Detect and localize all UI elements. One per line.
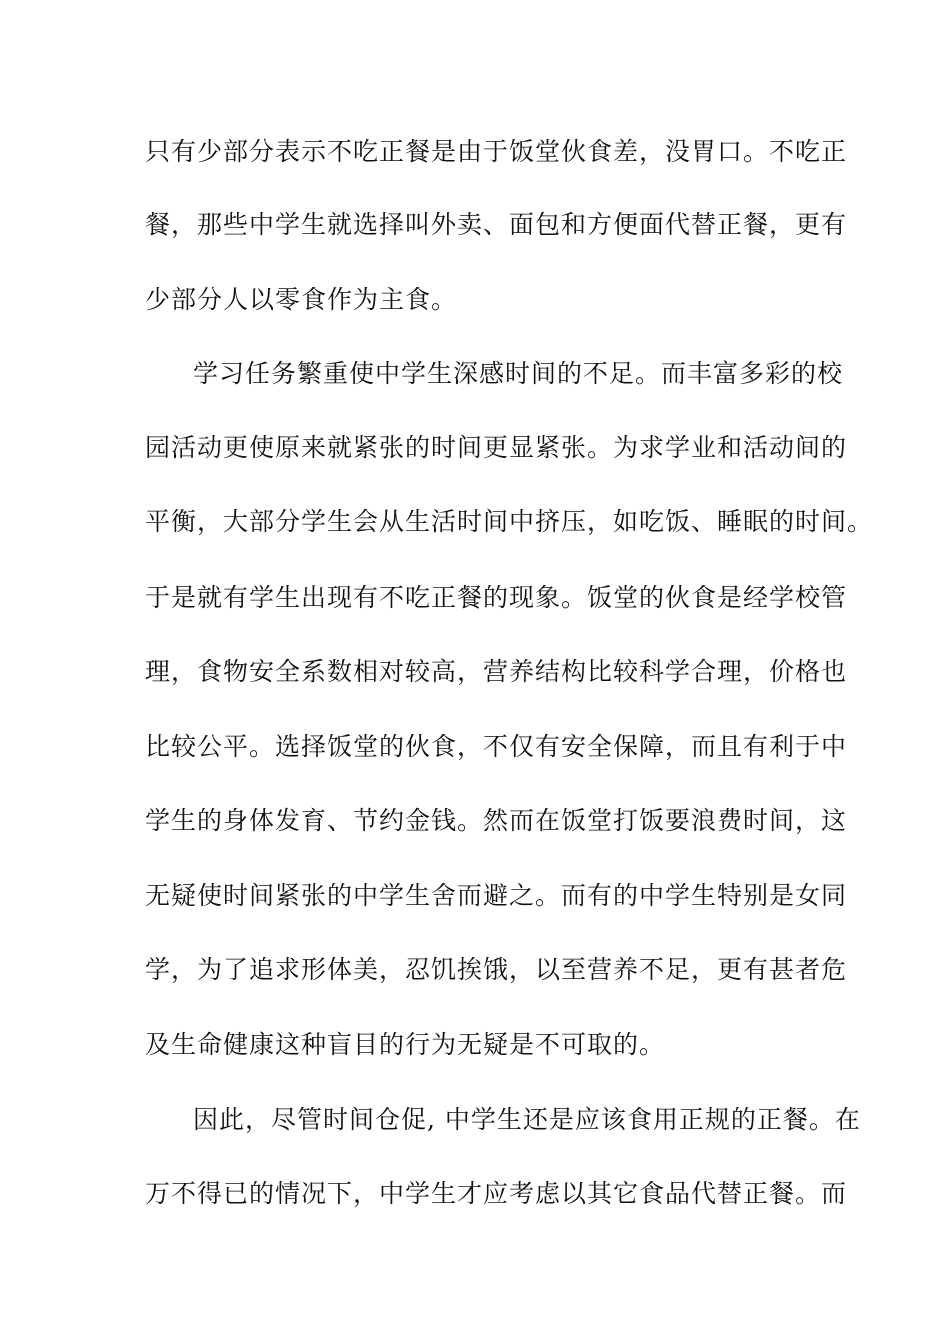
text-line: 少部分人以零食作为主食。 [145,285,458,314]
text-line: 无疑使时间紧张的中学生舍而避之。而有的中学生特别是女同 [145,881,848,910]
paragraph-first-line: 因此，尽管时间仓促, 中学生还是应该食用正规的正餐。在 [193,1105,861,1134]
text-line: 于是就有学生出现有不吃正餐的现象。饭堂的伙食是经学校管 [145,583,848,612]
text-line: 平衡，大部分学生会从生活时间中挤压，如吃饭、睡眠的时间。 [145,507,874,536]
text-line: 理，食物安全系数相对较高，营养结构比较科学合理，价格也 [145,657,848,686]
paragraph-first-line: 学习任务繁重使中学生深感时间的不足。而丰富多彩的校 [193,359,844,388]
text-line: 学，为了追求形体美，忍饥挨饿，以至营养不足，更有甚者危 [145,955,848,984]
text-line: 学生的身体发育、节约金钱。然而在饭堂打饭要浪费时间，这 [145,806,848,835]
text-line: 万不得已的情况下，中学生才应考虑以其它食品代替正餐。而 [145,1179,848,1208]
text-line: 园活动更使原来就紧张的时间更显紧张。为求学业和活动间的 [145,433,848,462]
text-line: 只有少部分表示不吃正餐是由于饭堂伙食差，没胃口。不吃正 [145,137,848,166]
text-line: 比较公平。选择饭堂的伙食，不仅有安全保障，而且有利于中 [145,732,848,761]
text-line: 餐，那些中学生就选择叫外卖、面包和方便面代替正餐，更有 [145,210,848,239]
text-line: 及生命健康这种盲目的行为无疑是不可取的。 [145,1030,666,1059]
